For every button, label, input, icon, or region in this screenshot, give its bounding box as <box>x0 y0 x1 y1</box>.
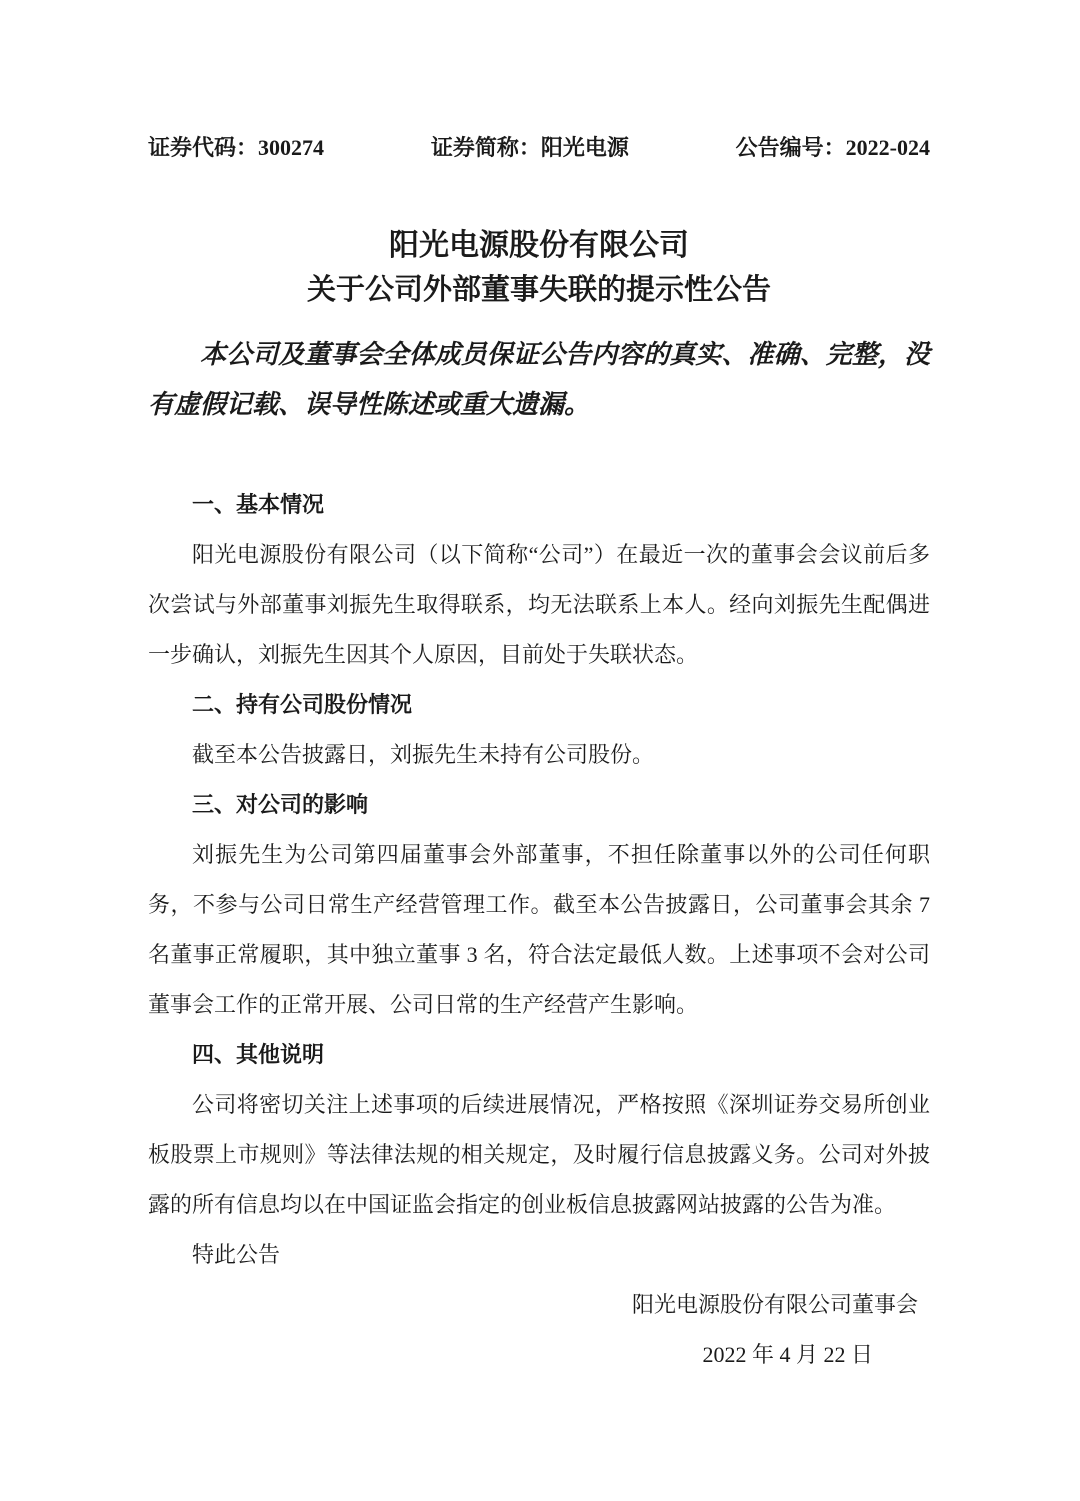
section-4-paragraph: 公司将密切关注上述事项的后续进展情况，严格按照《深圳证券交易所创业板股票上市规则》等法律法规的相关规定，及时履行信息披露义务。公司对外披露的所有信息均以在中国证监会指定的创业板信息披露网站披露的公告为准。 <box>148 1092 930 1217</box>
company-title: 阳光电源股份有限公司 <box>389 229 689 262</box>
announcement-number: 公告编号：2022-024 <box>735 135 930 160</box>
section-1-heading: 一、基本情况 <box>192 492 325 517</box>
stock-code: 证券代码：300274 <box>148 135 325 160</box>
stock-name: 证券简称：阳光电源 <box>430 135 629 160</box>
document-body <box>148 480 930 1380</box>
section-2-paragraph: 截至本公告披露日，刘振先生未持有公司股份。 <box>192 742 655 767</box>
closing-statement: 特此公告 <box>192 1242 281 1267</box>
announcement-title: 关于公司外部董事失联的提示性公告 <box>306 274 771 306</box>
document-header <box>148 133 930 163</box>
signature-line: 阳光电源股份有限公司董事会 <box>631 1292 918 1317</box>
section-2-heading: 二、持有公司股份情况 <box>192 692 413 717</box>
integrity-statement: 本公司及董事会全体成员保证公告内容的真实、准确、完整，没有虚假记载、误导性陈述或重大遗漏。 <box>148 340 930 419</box>
section-4-heading: 四、其他说明 <box>192 1042 325 1067</box>
section-1-paragraph: 阳光电源股份有限公司（以下简称“公司”）在最近一次的董事会会议前后多次尝试与外部董事刘振先生取得联系，均无法联系上本人。经向刘振先生配偶进一步确认，刘振先生因其个人原因，目前处于失联状态。 <box>148 542 930 667</box>
section-3-heading: 三、对公司的影响 <box>192 792 369 817</box>
section-3-paragraph: 刘振先生为公司第四届董事会外部董事，不担任除董事以外的公司任何职务，不参与公司日常生产经营管理工作。截至本公告披露日，公司董事会其余 7 名董事正常履职，其中独立董事 3 名，符合法定最低人数。上述事项不会对公司董事会工作的正常开展、公司日常的生产经营产生影响。 <box>148 842 930 1017</box>
date-line: 2022 年 4 月 22 日 <box>702 1342 873 1367</box>
announcement-page <box>148 0 930 1380</box>
